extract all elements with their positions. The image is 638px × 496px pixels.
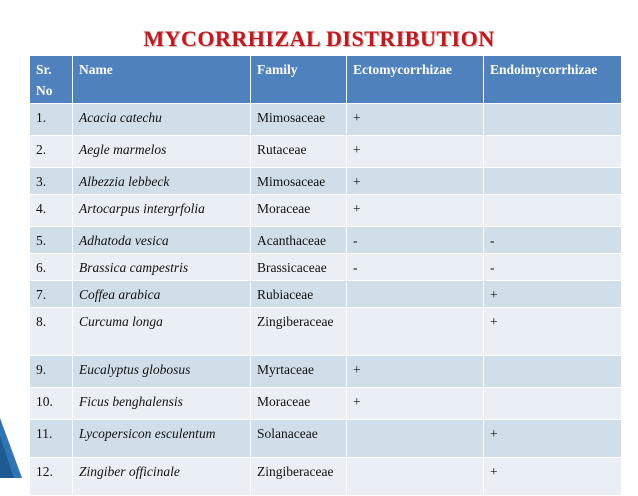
table-row (30, 136, 622, 168)
cell-family: Solanaceae (251, 420, 347, 458)
cell-sr: 5. (30, 227, 73, 254)
cell-name: Coffea arabica (73, 281, 251, 308)
col-header-family: Family (251, 56, 347, 104)
table-row (30, 388, 622, 420)
mycorrhizal-table (29, 55, 622, 496)
cell-name: Acacia catechu (73, 104, 251, 136)
table-row (30, 420, 622, 458)
cell-ecto: + (347, 104, 484, 136)
cell-ecto (347, 458, 484, 496)
cell-family: Zingiberaceae (251, 308, 347, 356)
cell-family: Myrtaceae (251, 356, 347, 388)
table-row (30, 308, 622, 356)
cell-endo (484, 388, 622, 420)
cell-endo: + (484, 281, 622, 308)
cell-ecto: + (347, 168, 484, 195)
cell-endo: - (484, 227, 622, 254)
cell-family: Rubiaceae (251, 281, 347, 308)
cell-family: Acanthaceae (251, 227, 347, 254)
cell-sr: 2. (30, 136, 73, 168)
cell-sr: 6. (30, 254, 73, 281)
cell-sr: 11. (30, 420, 73, 458)
table-row (30, 458, 622, 496)
cell-name: Curcuma longa (73, 308, 251, 356)
cell-family: Mimosaceae (251, 168, 347, 195)
table-row (30, 104, 622, 136)
cell-ecto: + (347, 388, 484, 420)
cell-endo: + (484, 420, 622, 458)
col-header-name: Name (73, 56, 251, 104)
cell-sr: 12. (30, 458, 73, 496)
table-row (30, 281, 622, 308)
cell-endo: + (484, 308, 622, 356)
col-header-sr-no: Sr. No (30, 56, 73, 104)
cell-name: Ficus benghalensis (73, 388, 251, 420)
cell-endo: - (484, 254, 622, 281)
cell-ecto: - (347, 254, 484, 281)
cell-ecto: + (347, 136, 484, 168)
cell-ecto (347, 420, 484, 458)
cell-ecto (347, 308, 484, 356)
cell-endo: + (484, 458, 622, 496)
col-header-endoimycorrhizae: Endoimycorrhizae (484, 56, 622, 104)
cell-sr: 9. (30, 356, 73, 388)
cell-name: Brassica campestris (73, 254, 251, 281)
cell-sr: 4. (30, 195, 73, 227)
cell-ecto: + (347, 356, 484, 388)
table-row (30, 254, 622, 281)
cell-name: Aegle marmelos (73, 136, 251, 168)
cell-family: Mimosaceae (251, 104, 347, 136)
cell-endo (484, 195, 622, 227)
cell-ecto: + (347, 195, 484, 227)
cell-family: Zingiberaceae (251, 458, 347, 496)
cell-family: Rutaceae (251, 136, 347, 168)
cell-endo (484, 356, 622, 388)
cell-name: Lycopersicon esculentum (73, 420, 251, 458)
cell-sr: 1. (30, 104, 73, 136)
cell-sr: 10. (30, 388, 73, 420)
cell-endo (484, 136, 622, 168)
corner-accent-shape (0, 418, 22, 478)
table-row (30, 195, 622, 227)
cell-ecto: - (347, 227, 484, 254)
cell-family: Brassicaceae (251, 254, 347, 281)
table-row (30, 227, 622, 254)
col-header-ectomycorrhizae: Ectomycorrhizae (347, 56, 484, 104)
cell-family: Moraceae (251, 195, 347, 227)
slide-title: MYCORRHIZAL DISTRIBUTION (143, 26, 495, 51)
cell-name: Eucalyptus globosus (73, 356, 251, 388)
cell-ecto (347, 281, 484, 308)
table-row (30, 356, 622, 388)
cell-name: Zingiber officinale (73, 458, 251, 496)
cell-sr: 7. (30, 281, 73, 308)
cell-endo (484, 168, 622, 195)
cell-name: Adhatoda vesica (73, 227, 251, 254)
cell-name: Albezzia lebbeck (73, 168, 251, 195)
cell-endo (484, 104, 622, 136)
table-row (30, 168, 622, 195)
cell-family: Moraceae (251, 388, 347, 420)
header-row (30, 56, 622, 104)
cell-sr: 3. (30, 168, 73, 195)
cell-sr: 8. (30, 308, 73, 356)
cell-name: Artocarpus intergrfolia (73, 195, 251, 227)
